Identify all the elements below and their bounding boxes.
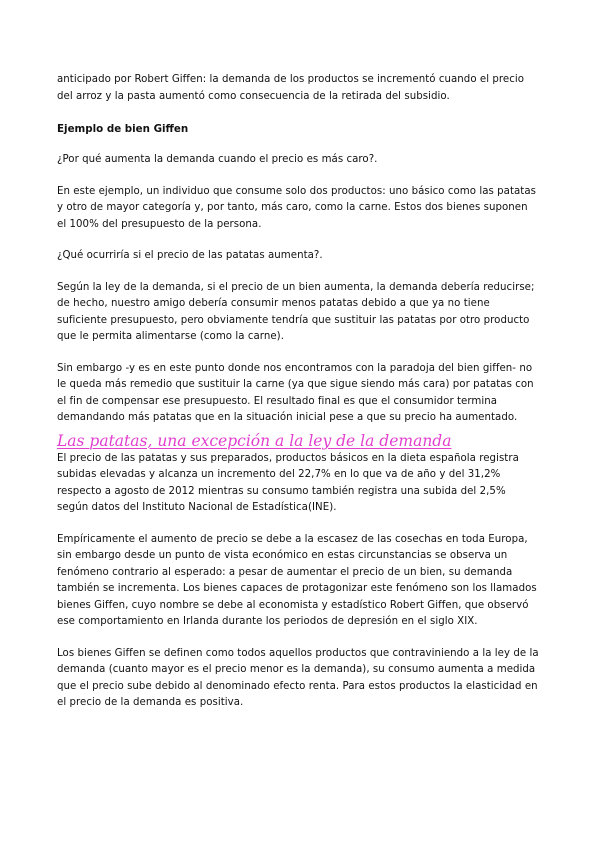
giffen-paradox-paragraph: Sin embargo -y es en este punto donde nos encontramos con la paradoja del bien giffen- no le queda más remedio que sustituir la carne (ya que sigue siendo más cara) por patatas con el fin de compensar ese presupuesto. El resultado final es que el consumidor termina demandando más patatas que en la situación inicial pese a que su precio ha aumentado. (57, 362, 534, 423)
example-paragraph: En este ejemplo, un individuo que consume solo dos productos: uno básico como las patatas y otro de mayor categoría y, por tanto, más caro, como la carne. Estos dos bienes suponen el 100% del presupuesto de la persona. (57, 185, 536, 230)
law-of-demand-paragraph: Según la ley de la demanda, si el precio de un bien aumenta, la demanda debería reducirse; de hecho, nuestro amigo debería consumir menos patatas debido a que ya no tiene suficiente presupuesto, pero obviamente tendría que sustituir las patatas por otro producto que le permita alimentarse (como la carne). (57, 281, 535, 342)
giffen-definition-paragraph: Los bienes Giffen se definen como todos aquellos productos que contraviniendo a la ley de la demanda (cuanto mayor es el precio menor es la demanda), su consumo aumenta a medida que el precio sube debido al denominado efecto renta. Para estos productos la elasticidad en el precio de la demanda es positiva. (57, 647, 539, 708)
example-heading: Ejemplo de bien Giffen (57, 123, 189, 135)
intro-paragraph: anticipado por Robert Giffen: la demanda de los productos se incrementó cuando el precio del arroz y la pasta aumentó como consecuencia de la retirada del subsidio. (57, 74, 525, 102)
potato-prices-paragraph: El precio de las patatas y sus preparados, productos básicos en la dieta española registra subidas elevadas y alcanza un incremento del 22,7% en lo que va de año y del 31,2% respecto a agosto de 2012 mientras su consumo también registra una subida del 2,5% según datos del Instituto Nacional de Estadística(INE). (57, 452, 519, 513)
section-title: Las patatas, una excepción a la ley de la demanda (57, 431, 452, 450)
question-why-demand-increases: ¿Por qué aumenta la demanda cuando el precio es más caro?. (57, 154, 378, 165)
empirical-paragraph: Empíricamente el aumento de precio se debe a la escasez de las cosechas en toda Europa, sin embargo desde un punto de vista económico en estas circunstancias se observa un fenómeno contrario al esperado: a pesar de aumentar el precio de un bien, su demanda también se incrementa. Los bienes capaces de protagonizar este fenómeno son los llamados bienes Giffen, cuyo nombre se debe al economista y estadístico Robert Giffen, que observó ese comportamiento en Irlanda durante los periodos de depresión en el siglo XIX. (57, 533, 537, 627)
question-potato-price: ¿Qué ocurriría si el precio de las patatas aumenta?. (57, 250, 323, 261)
